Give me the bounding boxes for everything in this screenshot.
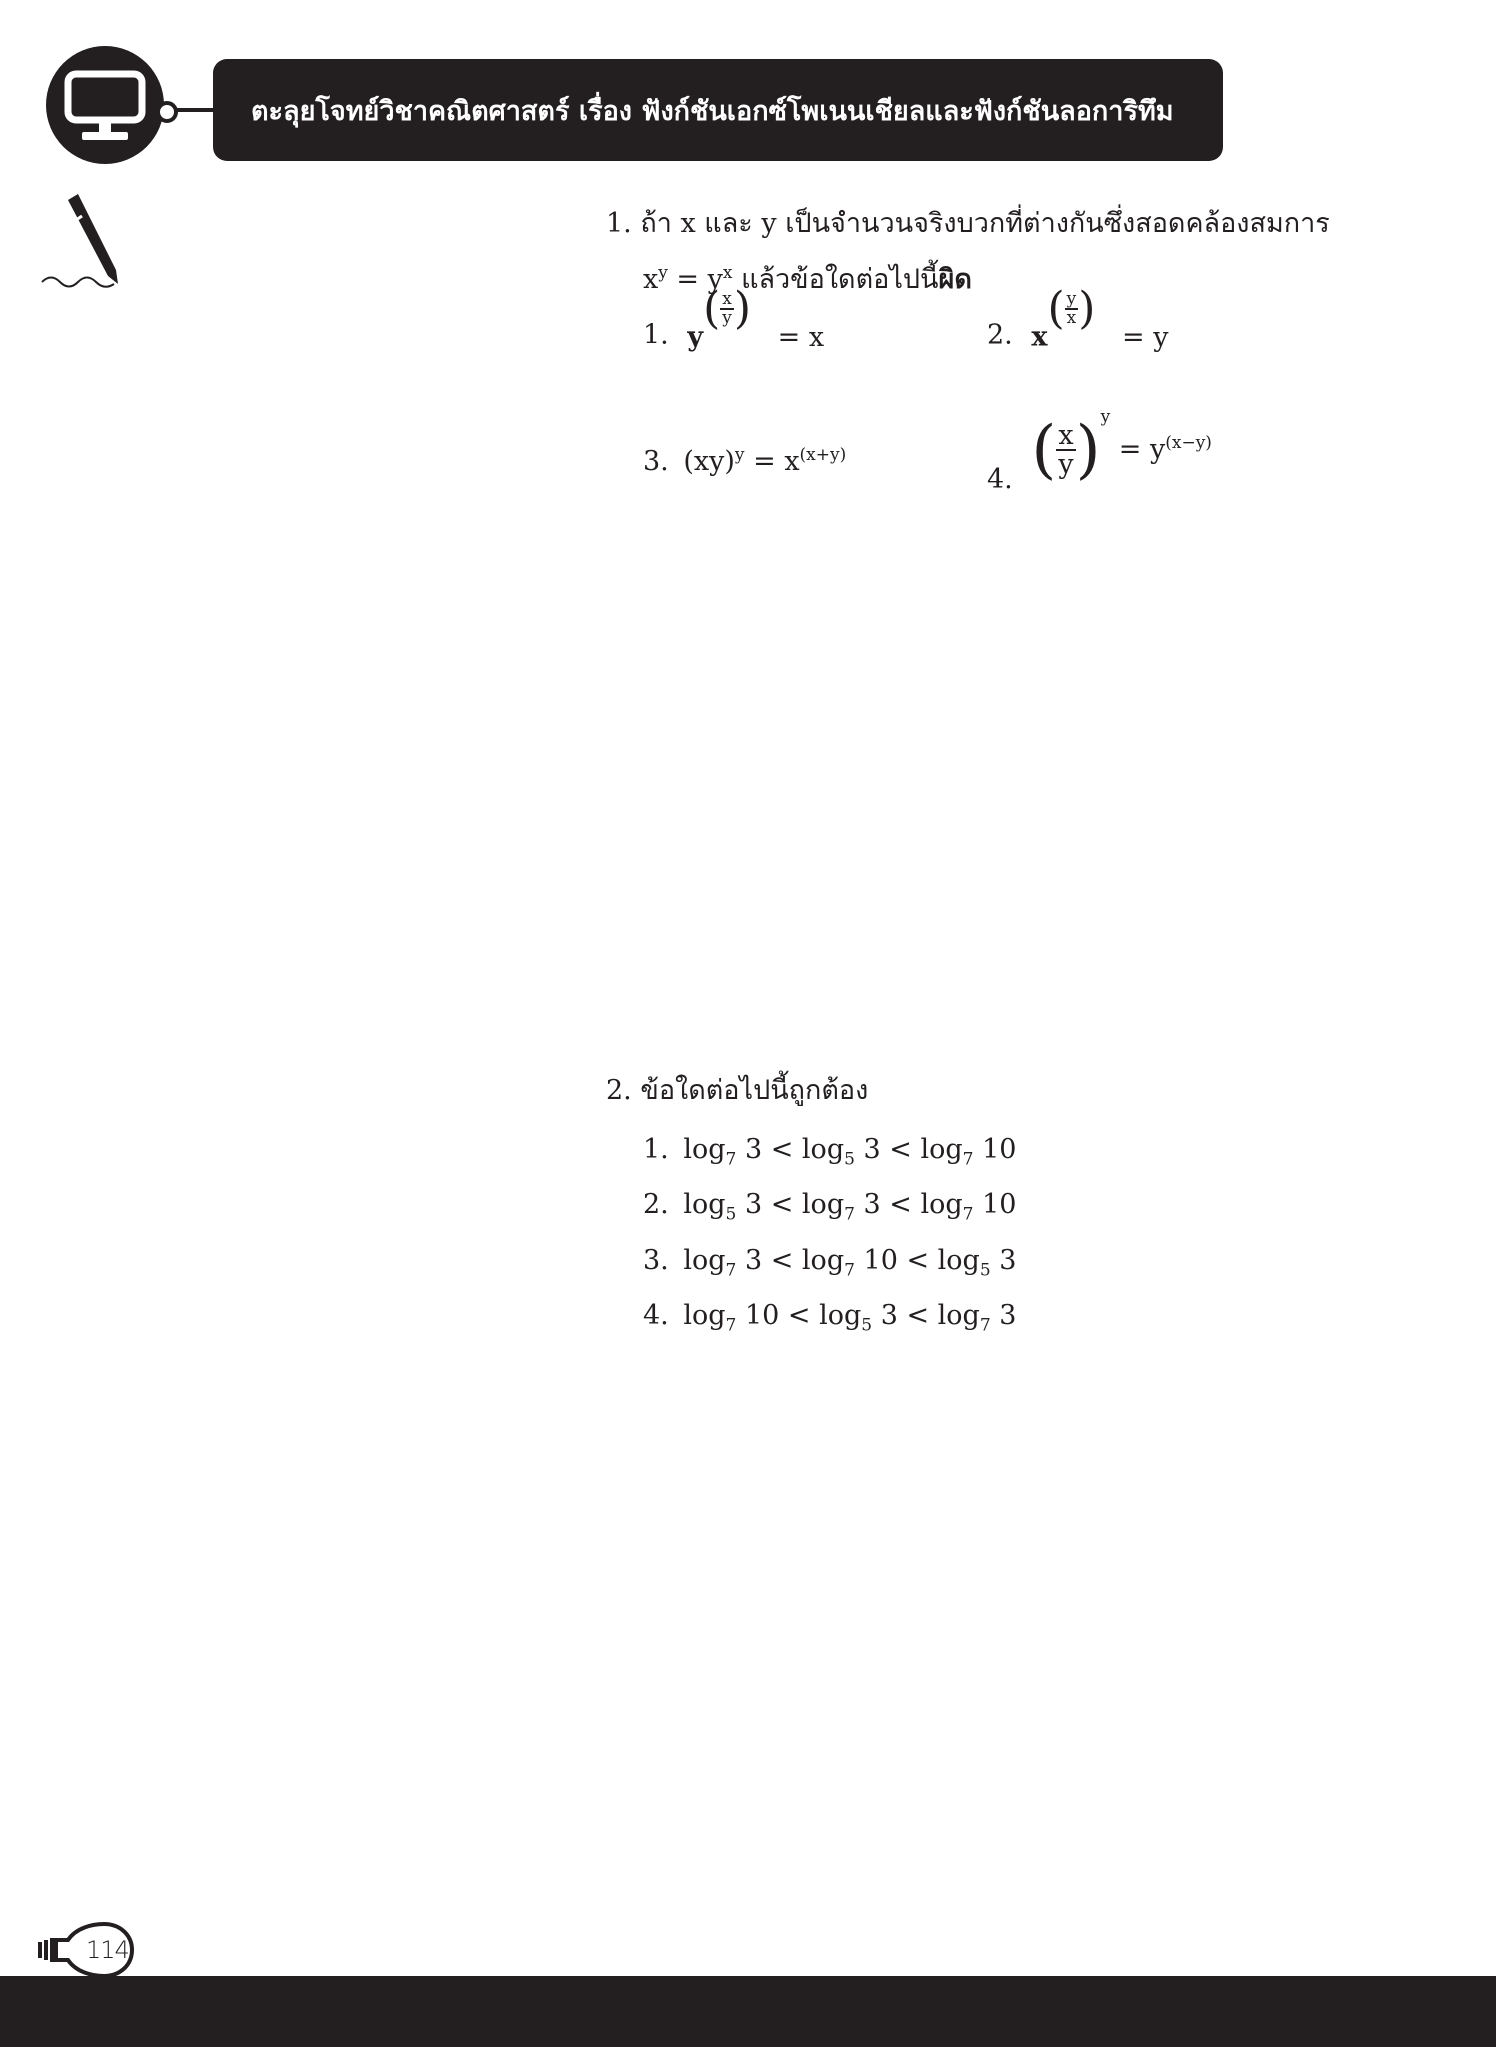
q1-choice-2-number: 2. (987, 319, 1013, 351)
q2-choice-2 (643, 1189, 1017, 1225)
q1-choice-3-expr: $(xy)^y = x^{(x+y)}$ (683, 445, 847, 477)
q1-choice-1-expr: y( $\frac{x}{y}$ ) = x (687, 283, 825, 353)
q2-choice-1-expr: $\log_7 3 < \log_5 3 < \log_7 10$ (683, 1134, 1017, 1170)
q1-if: ถ้า (640, 208, 672, 239)
q2-choice-2-expr: $\log_5 3 < \log_7 3 < \log_7 10$ (683, 1189, 1017, 1225)
q1-choice-4 (987, 406, 1212, 495)
q2-number: 2. (606, 1075, 632, 1106)
q1-choice-2 (987, 283, 1169, 361)
q1-x: x (680, 208, 696, 239)
q1-choice-1-number: 1. (643, 319, 669, 351)
q1-y: y (761, 208, 777, 239)
q1-choice-4-number: 4. (987, 463, 1013, 495)
q2-choice-4 (643, 1300, 1017, 1336)
connector-line (174, 108, 214, 112)
q2-prompt-line (606, 1077, 868, 1104)
q2-prompt: ข้อใดต่อไปนี้ถูกต้อง (640, 1075, 869, 1106)
q1-emphasis: ผิด (938, 264, 972, 295)
page-title: ตะลุยโจทย์วิชาคณิตศาสตร์ เรื่อง ฟังก์ชันเอกซ์โพเนนเชียลและฟังก์ชันลอการิทึม (251, 95, 1174, 127)
q2-choice-3-expr: $\log_7 3 < \log_7 10 < \log_5 3$ (683, 1245, 1017, 1281)
q1-line2 (643, 263, 972, 295)
q1-equation: $x^y = y^x$ (643, 263, 733, 295)
q2-choice-3 (643, 1245, 1017, 1281)
q1-choice-2-expr: x( $\frac{y}{x}$ ) = y (1031, 283, 1169, 353)
q1-choice-3 (643, 445, 847, 477)
q2-choice-2-number: 2. (643, 1189, 669, 1220)
pen-icon (38, 192, 124, 292)
q2-choice-3-number: 3. (643, 1245, 669, 1276)
footer-band (0, 1976, 1496, 2047)
q1-line1 (606, 210, 1330, 237)
q2-choice-1-number: 1. (643, 1134, 669, 1165)
q1-question: แล้วข้อใดต่อไปนี้ (741, 264, 939, 295)
q1-and: และ (704, 208, 753, 239)
q1-condition: เป็นจำนวนจริงบวกที่ต่างกันซึ่งสอดคล้องสมการ (785, 208, 1330, 239)
q1-number: 1. (606, 208, 632, 239)
q1-choice-1 (643, 283, 825, 361)
page-number: 114 (86, 1936, 129, 1964)
monitor-icon (46, 46, 164, 164)
q1-choice-3-number: 3. (643, 446, 669, 477)
connector-dot (156, 101, 178, 123)
title-bar (213, 59, 1223, 161)
q2-choice-4-expr: $\log_7 10 < \log_5 3 < \log_7 3$ (683, 1300, 1017, 1336)
q1-choice-4-expr: ( $\frac{x}{y}$ )$^y = y^{(x-y)}$ (1031, 406, 1212, 487)
monitor-badge (46, 46, 164, 164)
q2-choice-4-number: 4. (643, 1300, 669, 1331)
q2-choice-1 (643, 1134, 1017, 1170)
